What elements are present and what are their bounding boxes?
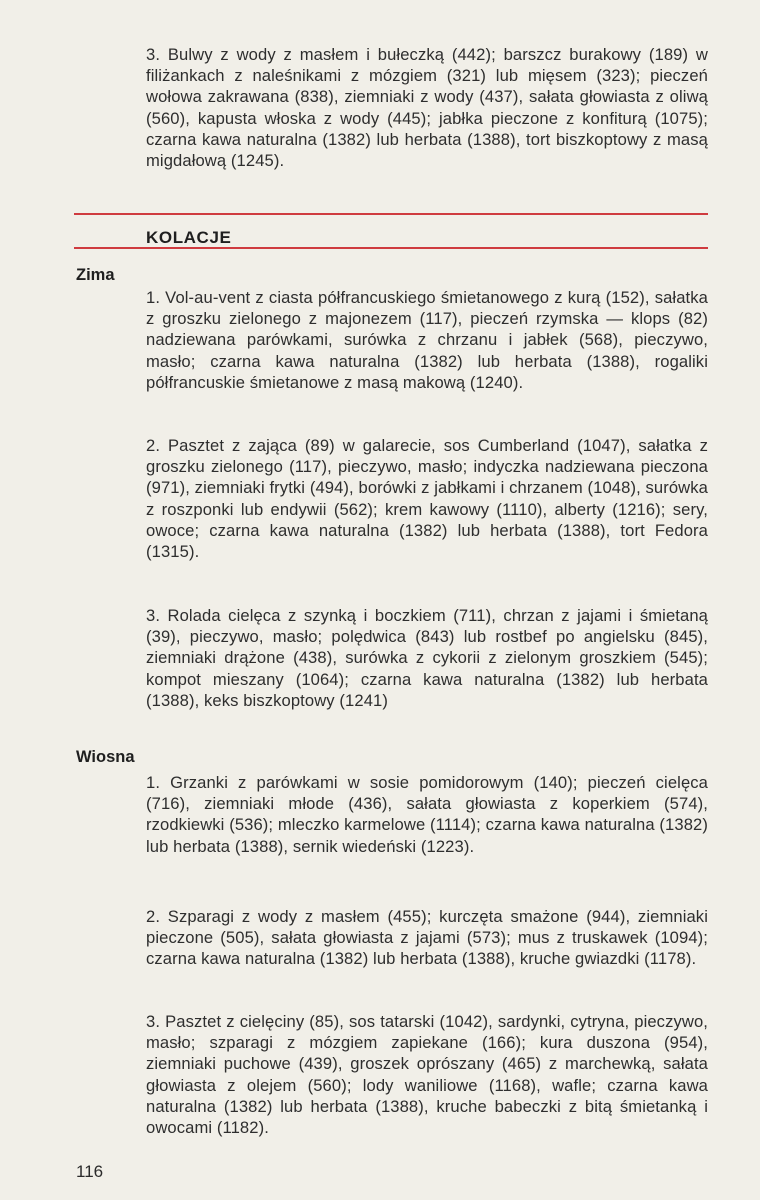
menu-paragraph: 3. Rolada cielęca z szynką i boczkiem (711), chrzan z jajami i śmietaną (39), pieczywo, masło; polędwica (843) lub rostbef po angielsku (845), ziemniaki drążone (438), surówka z cykorii z zielonym groszkiem (545); kompot mieszany (1064); czarna kawa naturalna (1382) lub herbata (1388), keks biszkoptowy (1241) <box>146 606 708 710</box>
season-heading-spring: Wiosna <box>76 748 135 766</box>
section-title: KOLACJE <box>146 228 232 247</box>
page-number: 116 <box>76 1162 104 1181</box>
menu-paragraph: 2. Pasztet z zająca (89) w galarecie, sos Cumberland (1047), sałatka z groszku zielonego (117), pieczywo, masło; indyczka nadziewana pieczona (971), ziemniaki frytki (494), borówki z jabłkami i chrzanem (1048), surówka z roszponki lub endywii (562); krem kawowy (1110), alberty (1216); sery, owoce; czarna kawa naturalna (1382) lub herbata (1388), tort Fedora (1315). <box>146 436 708 562</box>
season-heading-winter: Zima <box>76 266 115 284</box>
menu-paragraph: 2. Szparagi z wody z masłem (455); kurczęta smażone (944), ziemniaki pieczone (505), sałata głowiasta z jajami (573); mus z truskawek (1094); czarna kawa naturalna (1382) lub herbata (1388), kruche gwiazdki (1178). <box>146 907 708 969</box>
menu-paragraph: 1. Grzanki z parówkami w sosie pomidorowym (140); pieczeń cielęca (716), ziemniaki młode (436), sałata głowiasta z koperkiem (574), rzodkiewki (536); mleczko karmelowe (1114); czarna kawa naturalna (1382) lub herbata (1388), sernik wiedeński (1223). <box>146 773 708 856</box>
section-rule-bottom <box>74 247 708 249</box>
menu-paragraph: 1. Vol-au-vent z ciasta półfrancuskiego śmietanowego z kurą (152), sałatka z groszku zielonego z majonezem (117), pieczeń rzymska — klops (82) nadziewana parówkami, surówka z chrzanu i jabłek (568), pieczywo, masło; czarna kawa naturalna (1382) lub herbata (1388), rogaliki półfrancuskie śmietanowe z masą makową (1240). <box>146 288 708 392</box>
menu-paragraph: 3. Pasztet z cielęciny (85), sos tatarski (1042), sardynki, cytryna, pieczywo, masło; szparagi z mózgiem zapiekane (166); kura duszona (954), ziemniaki puchowe (439), groszek oprószany (465) z marchewką, sałata głowiasta z olejem (560); lody waniliowe (1168), wafle; czarna kawa naturalna (1382) lub herbata (1388), kruche babeczki z bitą śmietanką i owocami (1182). <box>146 1012 708 1138</box>
section-rule-top <box>74 213 708 215</box>
menu-paragraph: 3. Bulwy z wody z masłem i bułeczką (442); barszcz burakowy (189) w filiżankach z naleśnikami z mózgiem (321) lub mięsem (323); pieczeń wołowa zakrawana (838), ziemniaki z wody (437), sałata głowiasta z oliwą (560), kapusta włoska z wody (445); jabłka pieczone z konfiturą (1075); czarna kawa naturalna (1382) lub herbata (1388), tort biszkoptowy z masą migdałową (1245). <box>146 45 708 171</box>
